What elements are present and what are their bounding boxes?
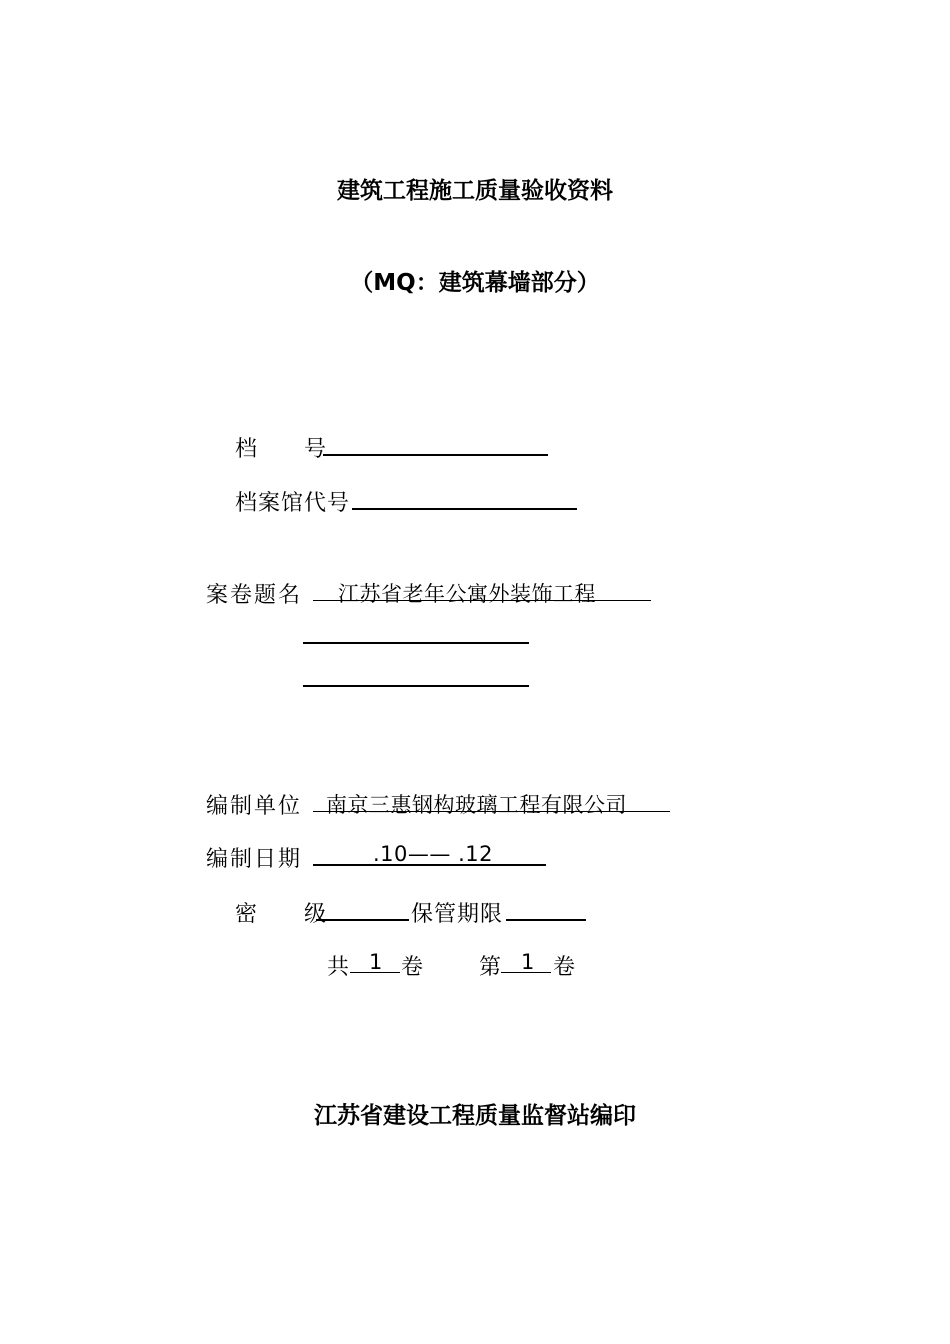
number-prefix: 第: [479, 955, 503, 980]
date-value: .10—— .12: [373, 842, 493, 866]
compiler-line[interactable]: [313, 811, 670, 812]
secret-line[interactable]: [316, 919, 409, 921]
retention-line[interactable]: [506, 919, 586, 921]
number-value: 1: [521, 950, 535, 974]
total-value: 1: [369, 950, 383, 974]
archive-code-label: 档案馆代号: [235, 491, 351, 516]
publisher-footer: 江苏省建设工程质量监督站编印: [314, 1103, 636, 1129]
date-line[interactable]: [313, 864, 546, 866]
archive-code-line[interactable]: [352, 508, 577, 510]
total-suffix: 卷: [401, 955, 425, 980]
number-suffix: 卷: [553, 955, 577, 980]
compiler-value: 南京三惠钢构玻璃工程有限公司: [326, 793, 627, 817]
secret-label: 密 级: [235, 902, 328, 927]
date-label: 编制日期: [206, 847, 303, 872]
number-line[interactable]: [501, 972, 551, 973]
total-prefix: 共: [327, 955, 351, 980]
volume-title-line-2[interactable]: [303, 642, 529, 644]
file-no-line[interactable]: [323, 454, 548, 456]
document-subtitle: （MQ：建筑幕墙部分）: [350, 270, 600, 296]
document-title: 建筑工程施工质量验收资料: [337, 178, 613, 204]
volume-title-label: 案卷题名: [206, 583, 303, 608]
volume-title-line[interactable]: [313, 600, 651, 601]
compiler-label: 编制单位: [206, 794, 303, 819]
volume-title-value: 江苏省老年公寓外装饰工程: [338, 582, 596, 606]
file-no-label: 档 号: [235, 437, 328, 462]
retention-label: 保管期限: [411, 902, 504, 927]
total-line[interactable]: [350, 972, 400, 973]
volume-title-line-3[interactable]: [303, 685, 529, 687]
